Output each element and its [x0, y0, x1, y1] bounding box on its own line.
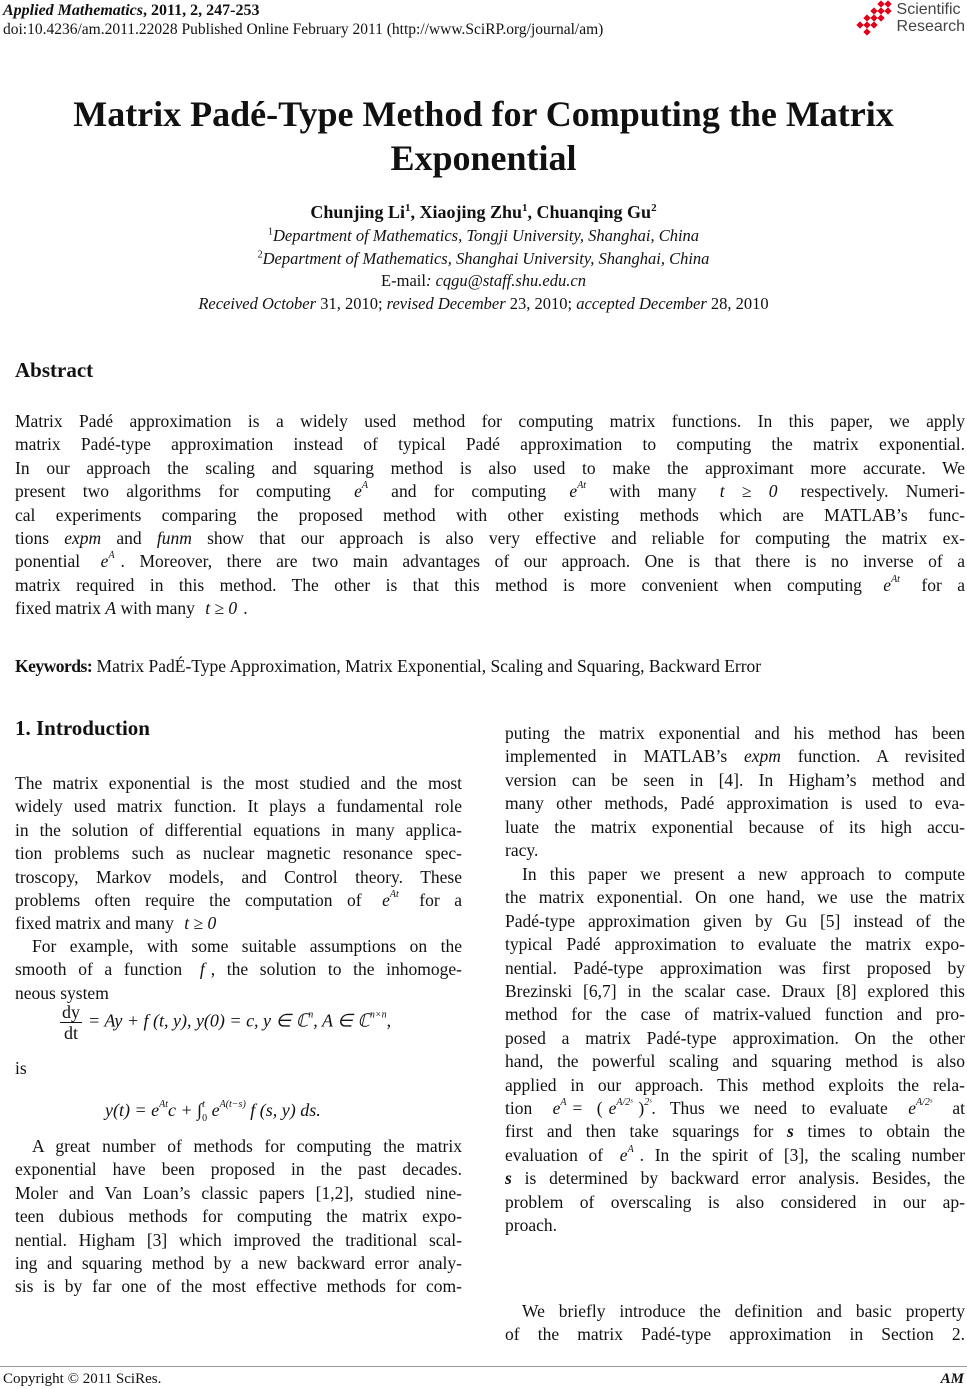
math-base: t ≥ 0	[184, 913, 217, 934]
text-run: in the solution of differential equations in many applica-	[15, 819, 462, 840]
eq-end: ,	[386, 1010, 392, 1031]
eq-exp: e	[207, 1100, 220, 1121]
text-run: ing and squaring method by a new backward error analy-	[15, 1253, 462, 1274]
text-line	[15, 1135, 462, 1158]
eq-mid: , A ∈ ℂ	[313, 1010, 370, 1031]
text-run: The matrix exponential is the most studied and the most	[15, 773, 462, 793]
text-run: widely used matrix function. It plays a fundamental role	[15, 796, 462, 817]
italic-term: expm	[64, 528, 102, 549]
text-run: tion problems such as nuclear magnetic resonance spec-	[15, 843, 462, 864]
received-label: Received October	[198, 294, 317, 313]
math-base: t ≥ 0	[719, 481, 778, 502]
keywords	[15, 656, 761, 677]
text-line	[505, 816, 965, 839]
math-expression	[603, 1098, 639, 1118]
math-expression	[714, 481, 784, 501]
text-line	[505, 1300, 965, 1323]
email-link[interactable]: : cqgu@staff.shu.edu.cn	[425, 271, 586, 290]
text-run: , the solution to the inhomoge-	[210, 959, 463, 980]
eq-lower-limit: 0	[202, 1113, 208, 1124]
text-line	[15, 866, 462, 889]
affiliation	[0, 226, 967, 246]
text-run: neous system	[15, 982, 109, 1003]
text-line	[505, 722, 965, 745]
aff-text: Department of Mathematics, Tongji University, Shanghai, China	[272, 226, 700, 245]
text-line	[505, 1167, 965, 1190]
math-expression	[199, 598, 243, 618]
math-base: e	[382, 890, 390, 911]
eq-upper-limit: t	[202, 1099, 205, 1110]
italic-term: expm	[744, 746, 781, 767]
text-line	[15, 819, 462, 842]
text-line	[505, 839, 965, 862]
math-superscript: At	[577, 480, 587, 492]
text-line	[15, 795, 462, 818]
text-run: . Moreover, there are two main advantages of our approach. One is that there is no inverse of a	[120, 551, 965, 572]
text-run: Padé-type approximation given by Gu [5] instead of the	[505, 910, 965, 931]
text-run: fixed matrix	[15, 598, 106, 619]
math-base: t ≥ 0	[205, 598, 238, 619]
aff-text: Department of Mathematics, Shanghai University, Shanghai, China	[262, 249, 710, 268]
text-run: for a	[404, 890, 462, 911]
equation-1	[60, 1002, 391, 1043]
copyright: Copyright © 2011 SciRes.	[3, 1371, 162, 1387]
math-superscript: A/2ˢ	[616, 1097, 633, 1109]
text-run: times to obtain the	[793, 1121, 965, 1142]
text-run: luate the matrix exponential because of its high accu-	[505, 816, 965, 837]
journal-abbr: AM	[940, 1371, 964, 1387]
text-run: For example, with some suitable assumptions on the	[32, 936, 462, 956]
math-base: e	[569, 481, 578, 502]
text-run: function. A revisited	[780, 746, 965, 767]
text-line	[15, 1182, 462, 1205]
math-expression	[348, 481, 374, 501]
math-superscript: A	[560, 1097, 567, 1109]
math-expression	[194, 959, 211, 979]
math-superscript: 2ˢ	[644, 1097, 652, 1109]
footer-divider	[0, 1366, 967, 1367]
math-expression	[547, 1098, 573, 1118]
text-run: tions	[15, 528, 65, 549]
text-line	[15, 889, 462, 912]
eq-sup: A(t−s)	[219, 1099, 246, 1111]
logo-diamond	[870, 7, 877, 14]
math-base: e	[552, 1098, 561, 1119]
eq-lhs: y(t) = e	[105, 1100, 160, 1121]
text-run: proach.	[505, 1215, 557, 1236]
text-line	[505, 769, 965, 792]
text-run: We briefly introduce the definition and basic property	[522, 1301, 965, 1321]
received-line	[0, 294, 967, 314]
text-run: at	[937, 1098, 966, 1119]
text-run: and for computing	[373, 481, 564, 502]
affiliation	[0, 249, 967, 269]
math-base: e	[100, 551, 109, 572]
text-run: typical Padé approximation to evaluate the matrix expo-	[505, 934, 965, 955]
email-line	[0, 271, 967, 291]
text-line	[15, 1229, 462, 1252]
text-run: present two algorithms for computing	[15, 481, 349, 502]
text-run: puting the matrix exponential and his method has been	[505, 723, 965, 743]
text-run: .	[243, 598, 248, 619]
text-run: evaluation of	[505, 1144, 614, 1165]
text-line	[15, 550, 965, 573]
text-run: and	[101, 528, 157, 549]
eq-rhs: = Ay + f (t, y), y(0) = c, y ∈ ℂ	[88, 1010, 309, 1031]
text-line	[15, 480, 965, 503]
logo-text-2: Research	[896, 18, 965, 35]
author-aff: 2	[651, 202, 657, 214]
paragraph	[15, 1135, 462, 1299]
math-base: e	[608, 1098, 617, 1119]
text-run: of the matrix Padé-type approximation in Section 2.	[505, 1324, 965, 1345]
text-line	[505, 792, 965, 815]
author-name: Xiaojing Zhu	[419, 202, 522, 222]
text-line	[505, 886, 965, 909]
text-line	[505, 1027, 965, 1050]
abstract-text	[15, 410, 965, 621]
text-run: nential. Padé-type approximation was first proposed by	[505, 957, 965, 978]
paragraph	[505, 863, 965, 1238]
logo-diamond	[870, 21, 877, 28]
logo-diamonds-icon	[855, 0, 895, 36]
text-run: with many	[592, 481, 714, 502]
text-run: In this paper we present a new approach to compute	[522, 864, 965, 884]
text-run: problems often require the computation of	[15, 890, 377, 911]
text-run: smooth of a function	[15, 959, 194, 980]
author-name: Chuanqing Gu	[536, 202, 652, 222]
italic-term: funm	[156, 528, 192, 549]
eq-sup: n×n	[369, 1009, 387, 1021]
logo-diamond	[863, 14, 870, 21]
text-run: version can be seen in [4]. In Higham’s method and	[505, 769, 965, 790]
text-run: hand, the powerful scaling and squaring method is also	[505, 1051, 965, 1072]
text-line	[505, 1003, 965, 1026]
keywords-label: Keywords:	[15, 656, 93, 676]
paragraph	[15, 935, 462, 1005]
text-line	[15, 1275, 462, 1298]
aff-num: 1	[267, 226, 273, 238]
text-run: cal experiments comparing the proposed method with other existing methods which are MATLAB’s func-	[15, 504, 965, 525]
logo-diamond	[856, 21, 863, 28]
email-label: E-mail	[381, 271, 426, 290]
math-expression	[376, 890, 405, 910]
text-run: Brezinski [6,7] in the scalar case. Draux [8] explored this	[505, 981, 965, 1002]
math-base: e	[619, 1144, 628, 1165]
author-list: Chunjing Li$^1$, Xiaojing Zhu$^1$, Chuanqing Gu$^2$	[310, 202, 657, 222]
text-run: implemented in MATLAB’s	[505, 746, 744, 767]
text-line	[15, 597, 965, 620]
text-line	[15, 433, 965, 456]
text-run: )	[638, 1098, 645, 1119]
author-aff: 1	[404, 202, 411, 214]
logo-diamond	[870, 14, 877, 21]
text-run: many other methods, Padé approximation is used to eva-	[505, 793, 965, 814]
journal-name: Applied Mathematics	[3, 2, 143, 19]
text-line	[505, 957, 965, 980]
math-expression	[95, 551, 121, 571]
math-expression	[178, 913, 222, 933]
bold-symbol: s	[505, 1168, 512, 1189]
text-line	[505, 933, 965, 956]
bold-symbol: s	[787, 1121, 794, 1142]
text-run: racy.	[505, 840, 539, 861]
text-run: respectively. Numeri-	[783, 481, 965, 502]
keywords-text: Matrix PadÉ-Type Approximation, Matrix Exponential, Scaling and Squaring, Backward Error	[92, 656, 762, 676]
journal-volume: , 2011, 2, 247-253	[143, 2, 260, 19]
text-run: Moler and Van Loan’s classic papers [1,2], studied nine-	[15, 1182, 462, 1203]
paragraph	[505, 1300, 965, 1347]
text-run: nential. Higham [3] which improved the traditional scal-	[15, 1229, 462, 1250]
logo-diamond	[884, 0, 891, 7]
math-expression	[614, 1145, 640, 1165]
text-run: the matrix exponential. On one hand, we use the matrix	[505, 887, 965, 908]
text-line	[505, 863, 965, 886]
text-line	[15, 912, 462, 935]
text-run: matrix Padé-type approximation instead of typical Padé approximation to computing the matrix exponential.	[15, 434, 965, 455]
title-line-2: Exponential	[390, 138, 577, 178]
text-run: exponential have been proposed in the past decades.	[15, 1159, 462, 1180]
math-base: f	[199, 959, 205, 980]
text-line	[505, 1214, 965, 1237]
eq-sup: At	[159, 1099, 169, 1111]
eq-sup: n	[308, 1009, 314, 1021]
received-date: 31, 2010;	[316, 294, 387, 313]
accepted-date: 28, 2010	[706, 294, 769, 313]
math-expression	[877, 575, 906, 595]
math-base: e	[883, 574, 892, 595]
text-run: A great number of methods for computing the matrix	[32, 1136, 462, 1156]
logo-diamond	[877, 0, 884, 7]
eq-end: f (s, y) ds.	[245, 1100, 321, 1121]
text-line	[505, 745, 965, 768]
logo-diamond	[877, 14, 884, 21]
section-heading: 1. Introduction	[15, 716, 150, 740]
text-run: with many	[116, 598, 200, 619]
paragraph	[15, 772, 462, 936]
text-line	[15, 842, 462, 865]
title-line-1: Matrix Padé-Type Method for Computing the Matrix	[73, 94, 894, 134]
text-line	[15, 504, 965, 527]
eq-integral: c + ∫	[168, 1100, 203, 1121]
text-line	[505, 1120, 965, 1143]
text-run: = (	[572, 1098, 603, 1119]
author-aff: 1	[522, 202, 528, 214]
math-expression	[563, 481, 592, 501]
text-line	[15, 527, 965, 550]
text-line	[15, 410, 965, 433]
text-line	[15, 457, 965, 480]
text-line	[505, 1144, 965, 1167]
text-line	[15, 1252, 462, 1275]
math-expression	[902, 1098, 938, 1118]
text-line	[505, 1323, 965, 1346]
text-run: tion	[505, 1098, 547, 1119]
math-superscript: A/2ˢ	[915, 1097, 932, 1109]
text-line	[15, 574, 965, 597]
text-run: applied in our approach. This method exploits the rela-	[505, 1074, 965, 1095]
italic-term: A	[105, 598, 117, 619]
text-run: fixed matrix and many	[15, 913, 179, 934]
text-line	[505, 980, 965, 1003]
abstract-heading: Abstract	[15, 358, 94, 382]
text-run: . Thus we need to evaluate	[651, 1098, 903, 1119]
revised-date: 23, 2010;	[505, 294, 577, 313]
text-run: method for the case of matrix-valued function and pro-	[505, 1004, 965, 1025]
text-line	[15, 935, 462, 958]
author-name: Chunjing Li	[310, 202, 405, 222]
eq-denominator: dt	[63, 1023, 78, 1043]
text-line	[505, 1097, 965, 1120]
text-run: Matrix Padé approximation is a widely used method for computing matrix functions. In this paper, we apply	[15, 411, 965, 431]
text-run: teen dubious methods for computing the matrix expo-	[15, 1206, 462, 1227]
text-run: . In the spirit of [3], the scaling number	[639, 1144, 965, 1165]
text-run: matrix required in this method. The other is that this method is more convenient when computing	[15, 574, 878, 595]
logo-diamond	[863, 21, 870, 28]
math-base: e	[908, 1098, 916, 1119]
math-superscript: A	[627, 1143, 634, 1155]
paragraph	[505, 722, 965, 862]
text-is: is	[15, 1058, 27, 1078]
paper-title	[0, 92, 967, 180]
text-run: In our approach the scaling and squaring method is also used to make the approximant more accurate. We	[15, 457, 965, 478]
text-run: troscopy, Markov models, and Control theory. These	[15, 866, 462, 887]
text-line	[505, 910, 965, 933]
math-base: e	[354, 481, 362, 502]
logo-diamond	[863, 28, 870, 35]
math-superscript: A	[361, 480, 368, 492]
math-superscript: At	[891, 573, 900, 585]
text-line	[15, 772, 462, 795]
text-line	[505, 1191, 965, 1214]
text-line	[15, 1205, 462, 1228]
eq-numerator: dy	[62, 1002, 80, 1022]
journal-citation	[3, 2, 259, 20]
text-run: for a	[905, 574, 965, 595]
text-line	[505, 1050, 965, 1073]
math-superscript: At	[389, 889, 399, 901]
text-run: show that our approach is also very effective and reliable for computing the matrix ex-	[191, 528, 965, 549]
text-run: posed a matrix Padé-type approximation. On the other	[505, 1027, 965, 1048]
text-run: problem of overscaling is also considered in our ap-	[505, 1191, 965, 1212]
equation-2	[105, 1098, 321, 1126]
doi-line: doi:10.4236/am.2011.22028 Published Online February 2011 (http://www.SciRP.org/journal/am)	[3, 21, 604, 38]
math-superscript: A	[108, 550, 115, 562]
aff-num: 2	[257, 249, 263, 261]
text-run: first and then take squarings for	[505, 1121, 788, 1142]
text-run: sis is by far one of the most effective methods for com-	[15, 1276, 462, 1297]
text-line	[15, 958, 462, 981]
logo-diamond	[877, 7, 884, 14]
publisher-logo	[855, 0, 965, 36]
text-line	[505, 1074, 965, 1097]
logo-diamond	[884, 7, 891, 14]
revised-label: revised December	[386, 294, 506, 313]
text-run: ponential	[15, 551, 95, 572]
text-run: is determined by backward error analysis. Besides, the	[511, 1168, 965, 1189]
logo-text-1: Scientific	[896, 1, 961, 18]
text-line	[15, 1158, 462, 1181]
accepted-label: accepted December	[576, 294, 707, 313]
